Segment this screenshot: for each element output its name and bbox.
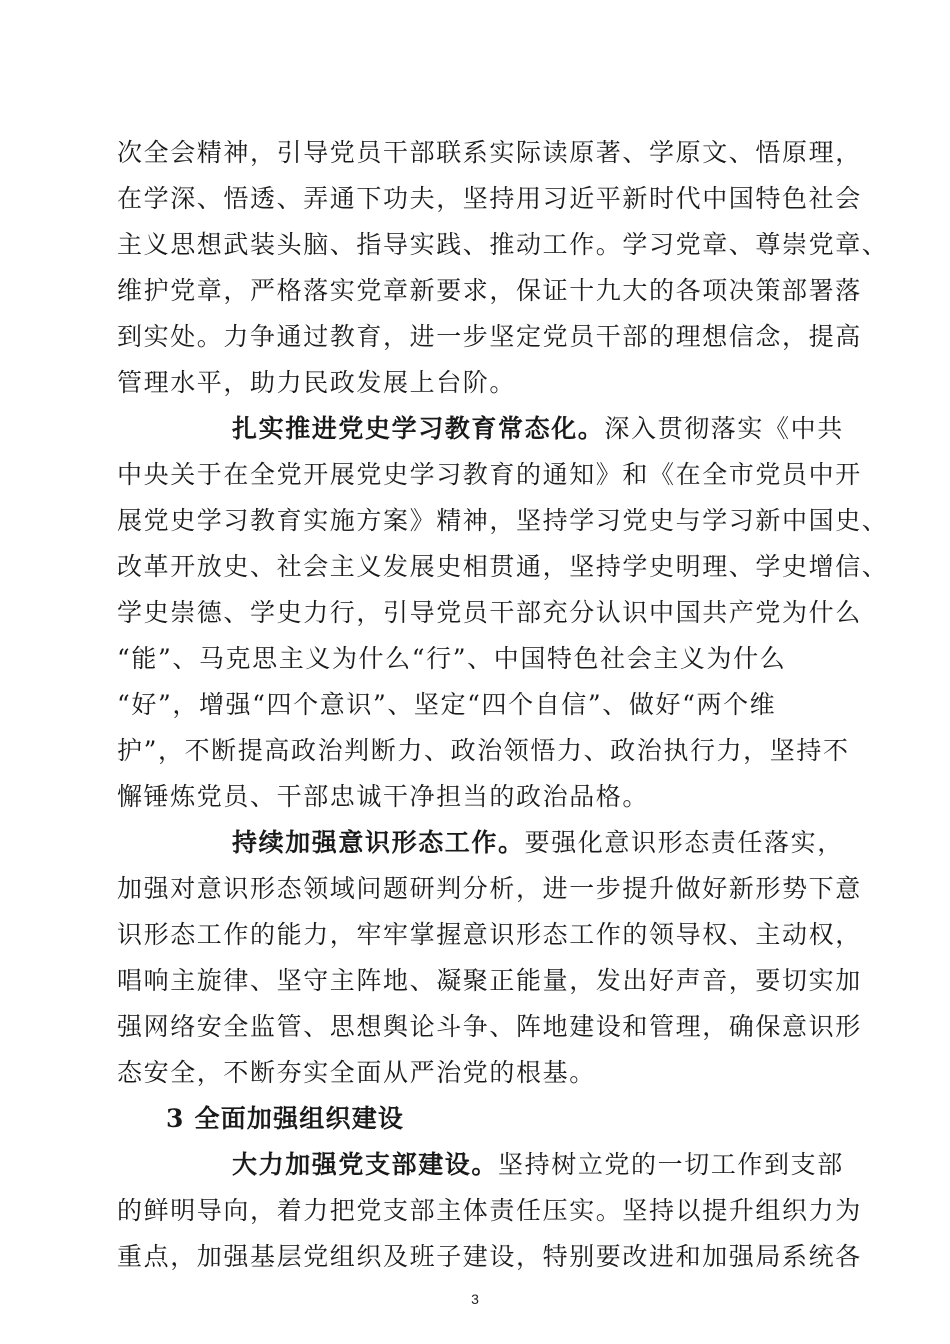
- paragraph-line: 次全会精神，引导党员干部联系实际读原著、学原文、悟原理，: [117, 138, 862, 167]
- paragraph-first-line: [232, 1150, 857, 1180]
- paragraph-line: 的鲜明导向，着力把党支部主体责任压实。坚持以提升组织力为: [117, 1196, 862, 1225]
- paragraph-heading: 大力加强党支部建设。: [232, 1150, 499, 1179]
- paragraph-first-line: [232, 828, 857, 858]
- paragraph-line: 在学深、悟透、弄通下功夫，坚持用习近平新时代中国特色社会: [117, 184, 862, 213]
- paragraph-line: “能”、马克思主义为什么“行”、中国特色社会主义为什么: [117, 644, 787, 673]
- paragraph-text: 深入贯彻落实《中共: [604, 414, 844, 443]
- paragraph-text: 坚持树立党的一切工作到支部: [498, 1150, 844, 1179]
- paragraph-line: 中央关于在全党开展党史学习教育的通知》和《在全市党员中开: [117, 460, 862, 489]
- paragraph-line: 重点，加强基层党组织及班子建设，特别要改进和加强局系统各: [117, 1242, 862, 1271]
- section-heading: 3 全面加强组织建设: [166, 1104, 405, 1133]
- paragraph-heading: 持续加强意识形态工作。: [232, 828, 525, 857]
- paragraph-line: “好”，增强“四个意识”、坚定“四个自信”、做好“两个维: [117, 690, 777, 719]
- paragraph-line: 到实处。力争通过教育，进一步坚定党员干部的理想信念，提高: [117, 322, 862, 351]
- paragraph-line: 唱响主旋律、坚守主阵地、凝聚正能量，发出好声音，要切实加: [117, 966, 862, 995]
- paragraph-line: 管理水平，助力民政发展上台阶。: [117, 368, 517, 397]
- paragraph-line: 懈锤炼党员、干部忠诚干净担当的政治品格。: [117, 782, 650, 811]
- paragraph-line: 维护党章，严格落实党章新要求，保证十九大的各项决策部署落: [117, 276, 862, 305]
- paragraph-line: 态安全，不断夯实全面从严治党的根基。: [117, 1058, 596, 1087]
- paragraph-line: 强网络安全监管、思想舆论斗争、阵地建设和管理，确保意识形: [117, 1012, 862, 1041]
- paragraph-text: 要强化意识形态责任落实，: [524, 828, 844, 857]
- paragraph-first-line: [232, 414, 857, 444]
- paragraph-line: 识形态工作的能力，牢牢掌握意识形态工作的领导权、主动权，: [117, 920, 862, 949]
- page-number: 3: [471, 1291, 479, 1307]
- paragraph-line: 展党史学习教育实施方案》精神，坚持学习党史与学习新中国史、: [117, 506, 889, 535]
- paragraph-line: 护”，不断提高政治判断力、政治领悟力、政治执行力，坚持不: [117, 736, 850, 765]
- paragraph-line: 加强对意识形态领域问题研判分析，进一步提升做好新形势下意: [117, 874, 862, 903]
- paragraph-line: 改革开放史、社会主义发展史相贯通，坚持学史明理、学史增信、: [117, 552, 889, 581]
- paragraph-heading: 扎实推进党史学习教育常态化。: [232, 414, 605, 443]
- paragraph-line: 主义思想武装头脑、指导实践、推动工作。学习党章、尊崇党章、: [117, 230, 889, 259]
- paragraph-line: 学史崇德、学史力行，引导党员干部充分认识中国共产党为什么: [117, 598, 862, 627]
